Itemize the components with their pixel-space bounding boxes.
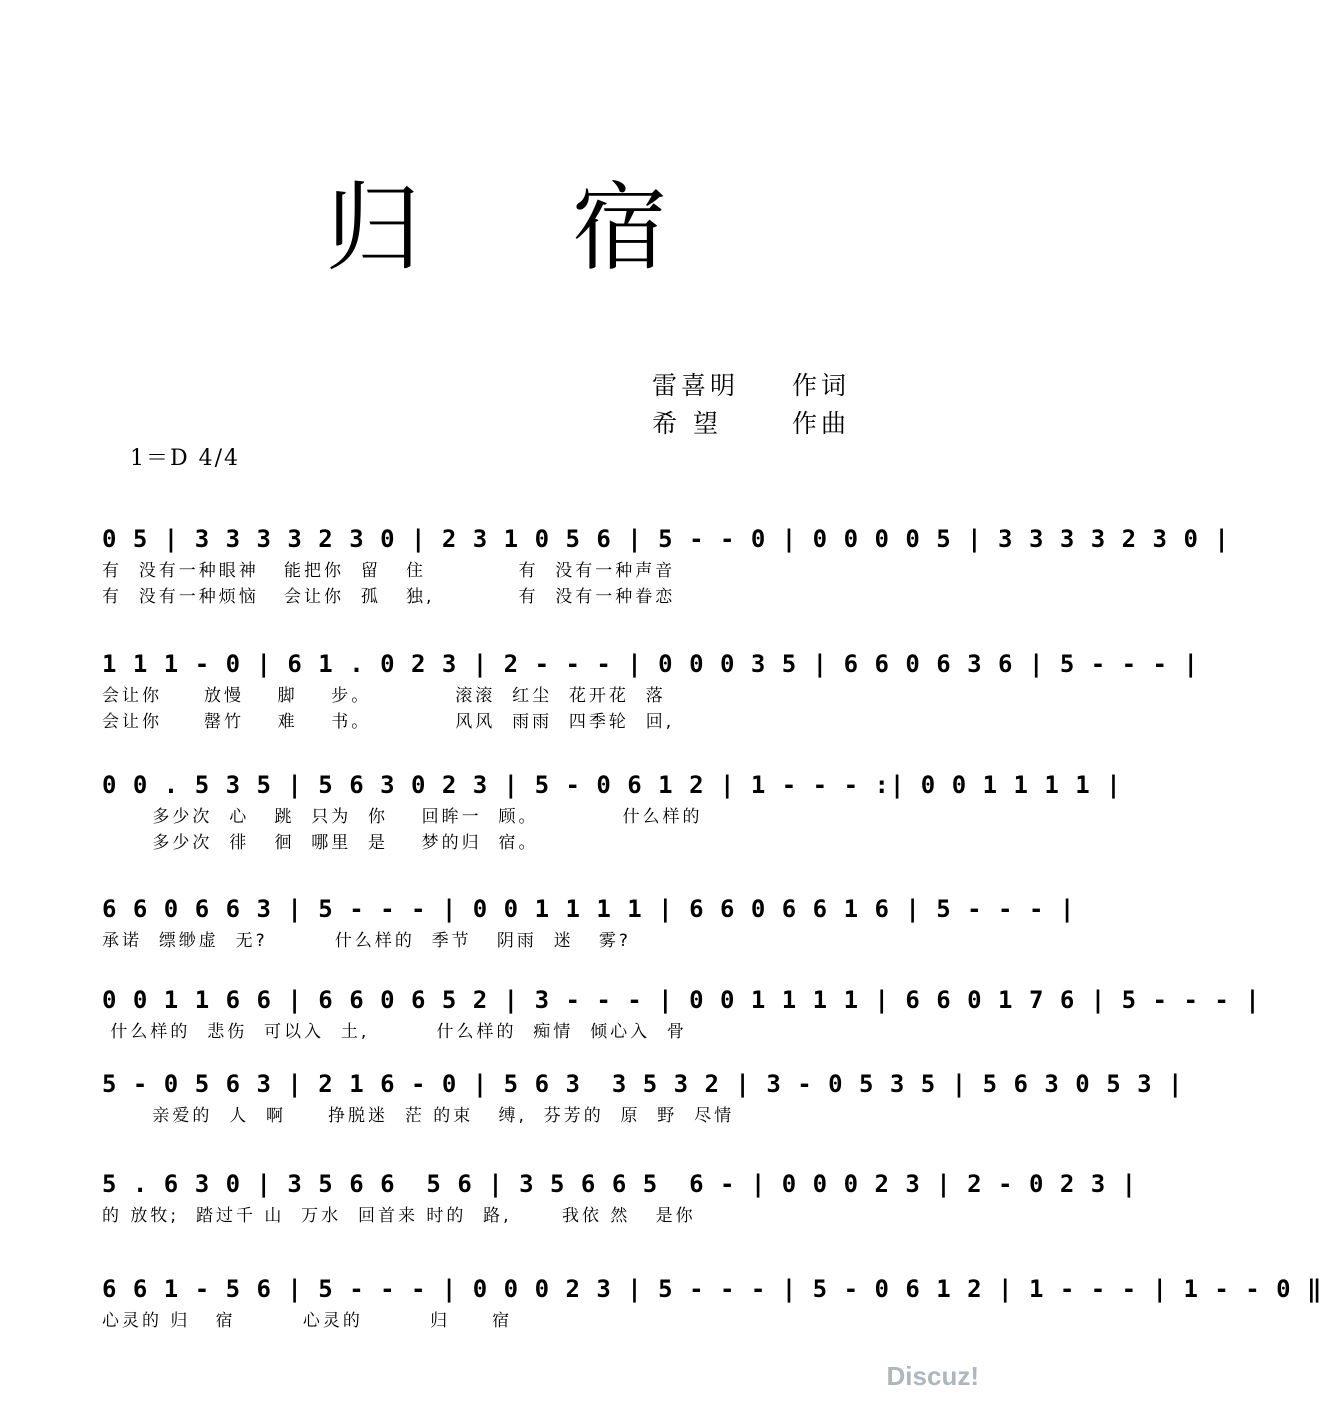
lyric-line-1: 有 没有一种眼神 能把你 留 住 有 没有一种声音 [102,561,676,581]
lyric-line-1: 的 放牧; 踏过千 山 万水 回首来 时的 路, 我依 然 是你 [102,1206,696,1226]
lyric-line-1: 什么样的 悲伤 可以入 土, 什么样的 痴情 倾心入 骨 [102,1022,687,1042]
composer-credit [652,404,851,440]
notation-line: 5 . 6 3 0 | 3 5 6 6 5 6 | 3 5 6 6 5 6 - | 0 0 0 2 3 | 2 - 0 2 3 | [102,1170,1138,1198]
lyric-line-2: 多少次 徘 徊 哪里 是 梦的归 宿。 [102,833,539,853]
notation-line: 0 5 | 3 3 3 3 2 3 0 | 2 3 1 0 5 6 | 5 - - 0 | 0 0 0 0 5 | 3 3 3 3 2 3 0 | [102,525,1230,553]
lyric-line-2: 会让你 罄竹 难 书。 风风 雨雨 四季轮 回, [102,712,675,732]
song-title: 归 宿 [325,172,728,284]
notation-line: 1 1 1 - 0 | 6 1 . 0 2 3 | 2 - - - | 0 0 0 3 5 | 6 6 0 6 3 6 | 5 - - - | [102,650,1199,678]
lyric-line-1: 多少次 心 跳 只为 你 回眸一 顾。 什么样的 [102,807,703,827]
notation-line: 6 6 1 - 5 6 | 5 - - - | 0 0 0 2 3 | 5 - - - | 5 - 0 6 1 2 | 1 - - - | 1 - - 0 ‖ [102,1275,1323,1303]
lyric-line-2: 有 没有一种烦恼 会让你 孤 独, 有 没有一种眷恋 [102,587,676,607]
lyric-line-1: 承诺 缥缈虚 无? 什么样的 季节 阴雨 迷 雾? [102,931,631,951]
notation-line: 0 0 . 5 3 5 | 5 6 3 0 2 3 | 5 - 0 6 1 2 | 1 - - - :| 0 0 1 1 1 1 | [102,771,1122,799]
lyric-line-1: 心灵的 归 宿 心灵的 归 宿 [102,1311,513,1331]
key-signature: 1＝D 4/4 [130,446,241,471]
watermark-logo: Discuz! [886,1361,979,1391]
lyric-line-1: 亲爱的 人 啊 挣脱迷 茫 的束 缚, 芬芳的 原 野 尽情 [102,1106,735,1126]
lyricist-credit [652,366,851,402]
notation-line: 6 6 0 6 6 3 | 5 - - - | 0 0 1 1 1 1 | 6 6 0 6 6 1 6 | 5 - - - | [102,895,1076,923]
composer-role: 作曲 [792,409,851,438]
notation-line: 5 - 0 5 6 3 | 2 1 6 - 0 | 5 6 3 3 5 3 2 | 3 - 0 5 3 5 | 5 6 3 0 5 3 | [102,1070,1184,1098]
lyricist-name: 雷喜明 [652,371,740,400]
composer-name: 希 望 [652,409,722,438]
lyric-line-1: 会让你 放慢 脚 步。 滚滚 红尘 花开花 落 [102,686,666,706]
lyricist-role: 作词 [792,371,851,400]
notation-line: 0 0 1 1 6 6 | 6 6 0 6 5 2 | 3 - - - | 0 0 1 1 1 1 | 6 6 0 1 7 6 | 5 - - - | [102,986,1261,1014]
